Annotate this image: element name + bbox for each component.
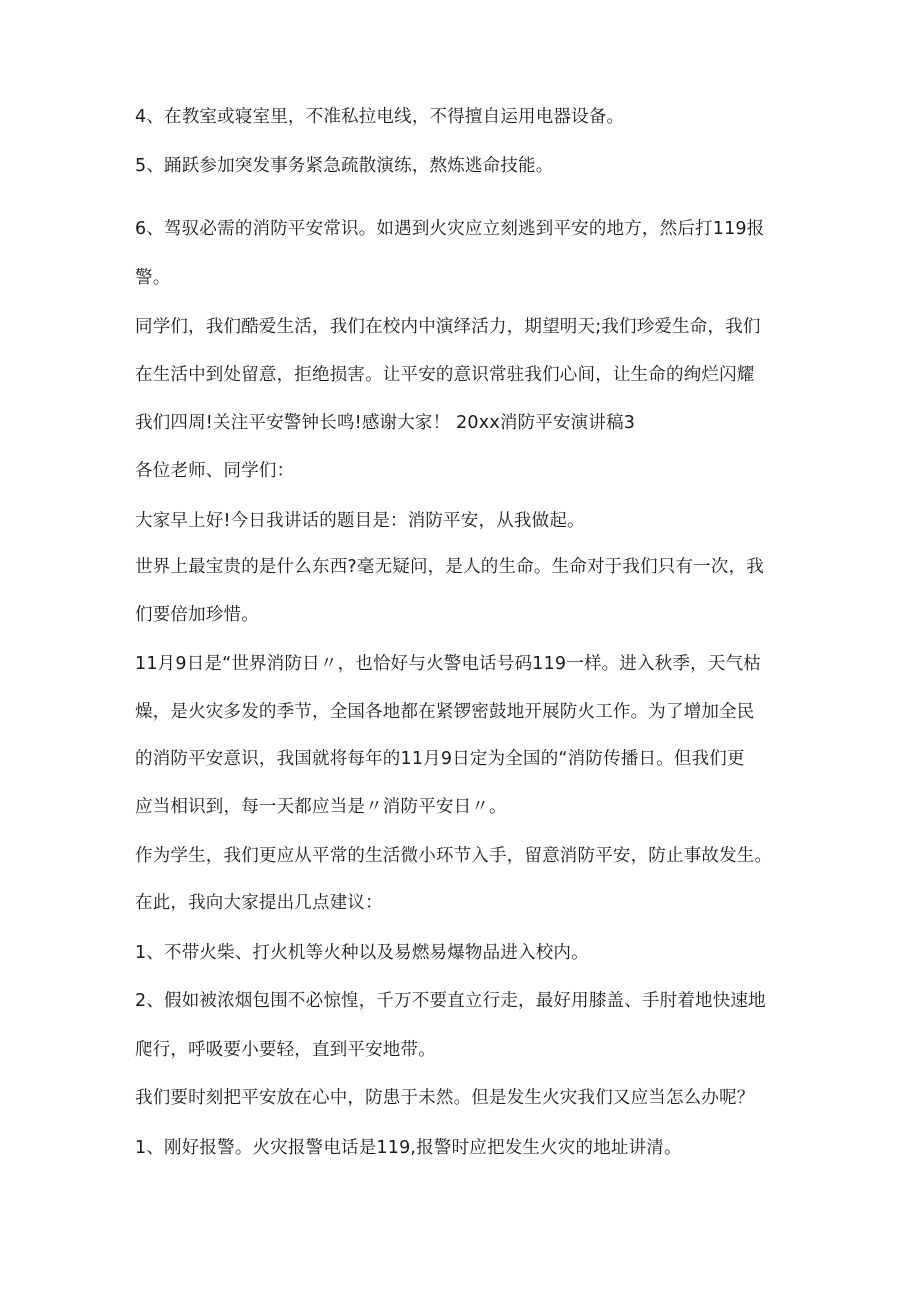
text-line: 世界上最宝贵的是什么东西?毫无疑问，是人的生命。生命对于我们只有一次，我	[135, 557, 764, 577]
text-line: 作为学生，我们更应从平常的生活微小环节入手，留意消防平安，防止事故发生。	[135, 846, 773, 866]
text-line: 同学们，我们酷爱生活，我们在校内中演绎活力，期望明天;我们珍爱生命，我们	[135, 317, 761, 337]
text-line: 各位老师、同学们：	[135, 461, 295, 481]
text-line: 1、刚好报警。火灾报警电话是119,报警时应把发生火灾的地址讲清。	[135, 1138, 682, 1158]
text-line: 的消防平安意识，我国就将每年的11月9日定为全国的“消防传播日。但我们更	[135, 749, 745, 769]
text-line: 4、在教室或寝室里，不准私拉电线，不得擅自运用电器设备。	[135, 107, 625, 127]
text-line: 6、驾驭必需的消防平安常识。如遇到火灾应立刻逃到平安的地方，然后打119报	[135, 219, 765, 239]
text-line: 1、不带火柴、打火机等火种以及易燃易爆物品进入校内。	[135, 943, 589, 963]
text-line: 我们要时刻把平安放在心中，防患于未然。但是发生火灾我们又应当怎么办呢？	[135, 1088, 755, 1108]
text-line: 爬行，呼吸要小要轻，直到平安地带。	[135, 1040, 436, 1060]
text-line: 在生活中到处留意，拒绝损害。让平安的意识常驻我们心间，让生命的绚烂闪耀	[135, 365, 755, 385]
text-line: 警。	[135, 268, 171, 288]
text-line: 应当相识到，每一天都应当是〃消防平安日〃。	[135, 797, 507, 817]
text-line: 在此，我向大家提出几点建议：	[135, 893, 383, 913]
text-line: 们要倍加珍惜。	[135, 605, 259, 625]
text-line: 11月9日是“世界消防日〃，也恰好与火警电话号码119一样。进入秋季，天气枯	[135, 654, 761, 674]
text-line: 大家早上好!今日我讲话的题目是：消防平安，从我做起。	[135, 511, 585, 531]
text-line: 我们四周!关注平安警钟长鸣!感谢大家！ 20xx消防平安演讲稿3	[135, 413, 636, 433]
text-line: 5、踊跃参加突发事务紧急疏散演练，熬炼逃命技能。	[135, 156, 554, 176]
text-line: 2、假如被浓烟包围不必惊惶，千万不要直立行走，最好用膝盖、手肘着地快速地	[135, 991, 766, 1011]
text-line: 燥，是火灾多发的季节，全国各地都在紧锣密鼓地开展防火工作。为了增加全民	[135, 702, 755, 722]
